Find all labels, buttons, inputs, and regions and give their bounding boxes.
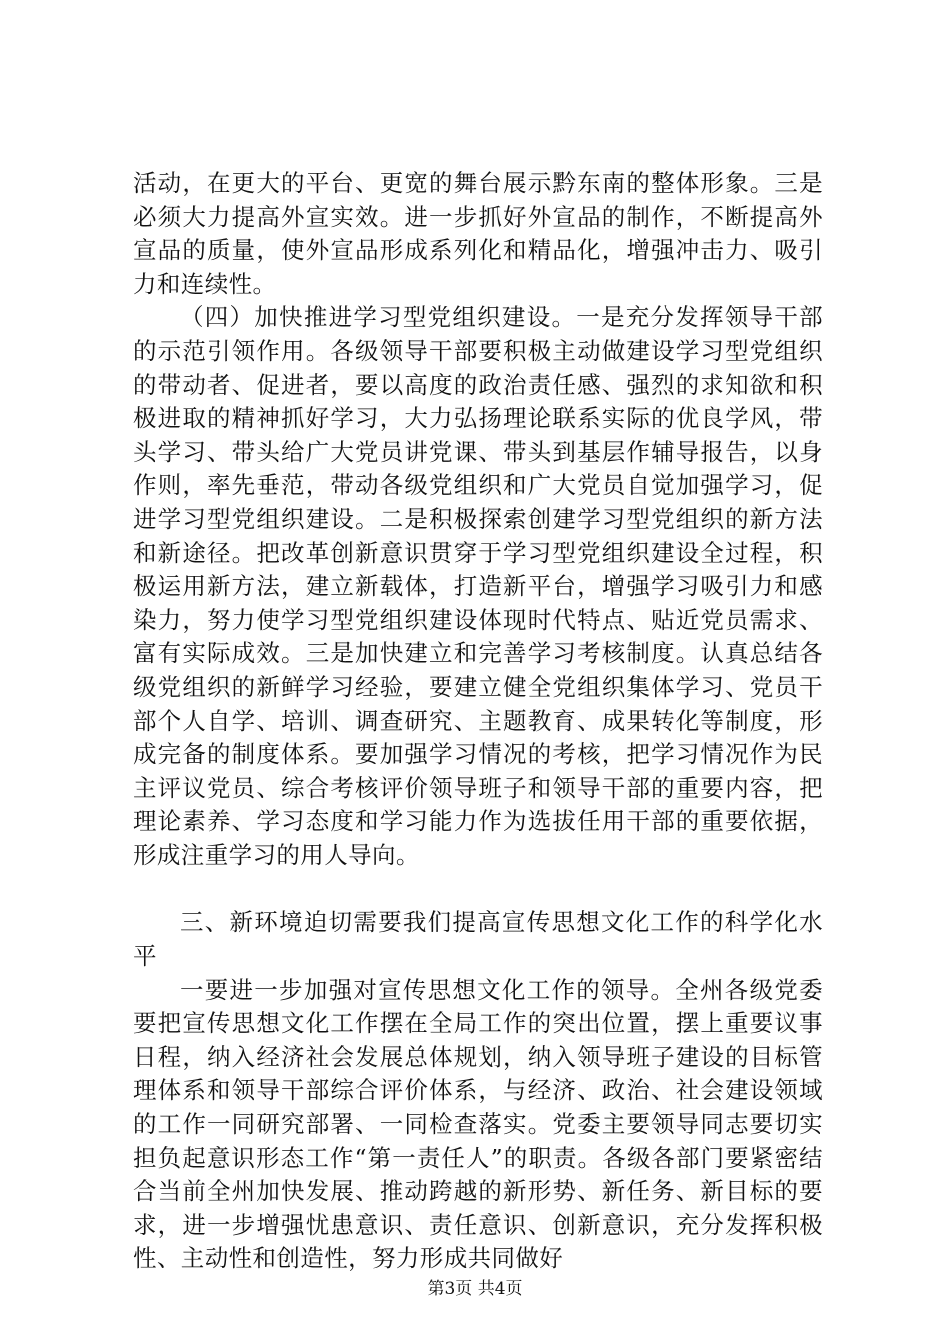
section-heading: 三、新环境迫切需要我们提高宣传思想文化工作的科学化水平 xyxy=(133,908,823,971)
section-spacer xyxy=(133,872,823,906)
page-footer: 第3页 共4页 xyxy=(427,1279,523,1299)
paragraph-continuation: 活动，在更大的平台、更宽的舞台展示黔东南的整体形象。三是必须大力提高外宣实效。进一步抓好外宣品的制作，不断提高外宣品的质量，使外宣品形成系列化和精品化，增强冲击力、吸引力和连续性。 xyxy=(133,169,823,298)
paragraph-leadership: 一要进一步加强对宣传思想文化工作的领导。全州各级党委要把宣传思想文化工作摆在全局工作的突出位置，摆上重要议事日程，纳入经济社会发展总体规划，纳入领导班子建设的目标管理体系和领导干部综合评价体系，与经济、政治、社会建设领域的工作一同研究部署、一同检查落实。党委主要领导同志要切实担负起意识形态工作“第一责任人”的职责。各级各部门要紧密结合当前全州加快发展、推动跨越的新形势、新任务、新目标的要求，进一步增强忧患意识、责任意识、创新意识，充分发挥积极性、主动性和创造性，努力形成共同做好 xyxy=(133,975,823,1273)
document-body xyxy=(133,167,823,1276)
paragraph-learning-organization: （四）加快推进学习型党组织建设。一是充分发挥领导干部的示范引领作用。各级领导干部要积极主动做建设学习型党组织的带动者、促进者，要以高度的政治责任感、强烈的求知欲和积极进取的精神抓好学习，大力弘扬理论联系实际的优良学风，带头学习、带头给广大党员讲党课、带头到基层作辅导报告，以身作则，率先垂范，带动各级党组织和广大党员自觉加强学习，促进学习型党组织建设。二是积极探索创建学习型党组织的新方法和新途径。把改革创新意识贯穿于学习型党组织建设全过程，积极运用新方法，建立新载体，打造新平台，增强学习吸引力和感染力，努力使学习型党组织建设体现时代特点、贴近党员需求、富有实际成效。三是加快建立和完善学习考核制度。认真总结各级党组织的新鲜学习经验，要建立健全党组织集体学习、党员干部个人自学、培训、调查研究、主题教育、成果转化等制度，形成完备的制度体系。要加强学习情况的考核，把学习情况作为民主评议党员、综合考核评价领导班子和领导干部的重要内容，把理论素养、学习态度和学习能力作为选拔任用干部的重要依据，形成注重学习的用人导向。 xyxy=(133,303,823,869)
